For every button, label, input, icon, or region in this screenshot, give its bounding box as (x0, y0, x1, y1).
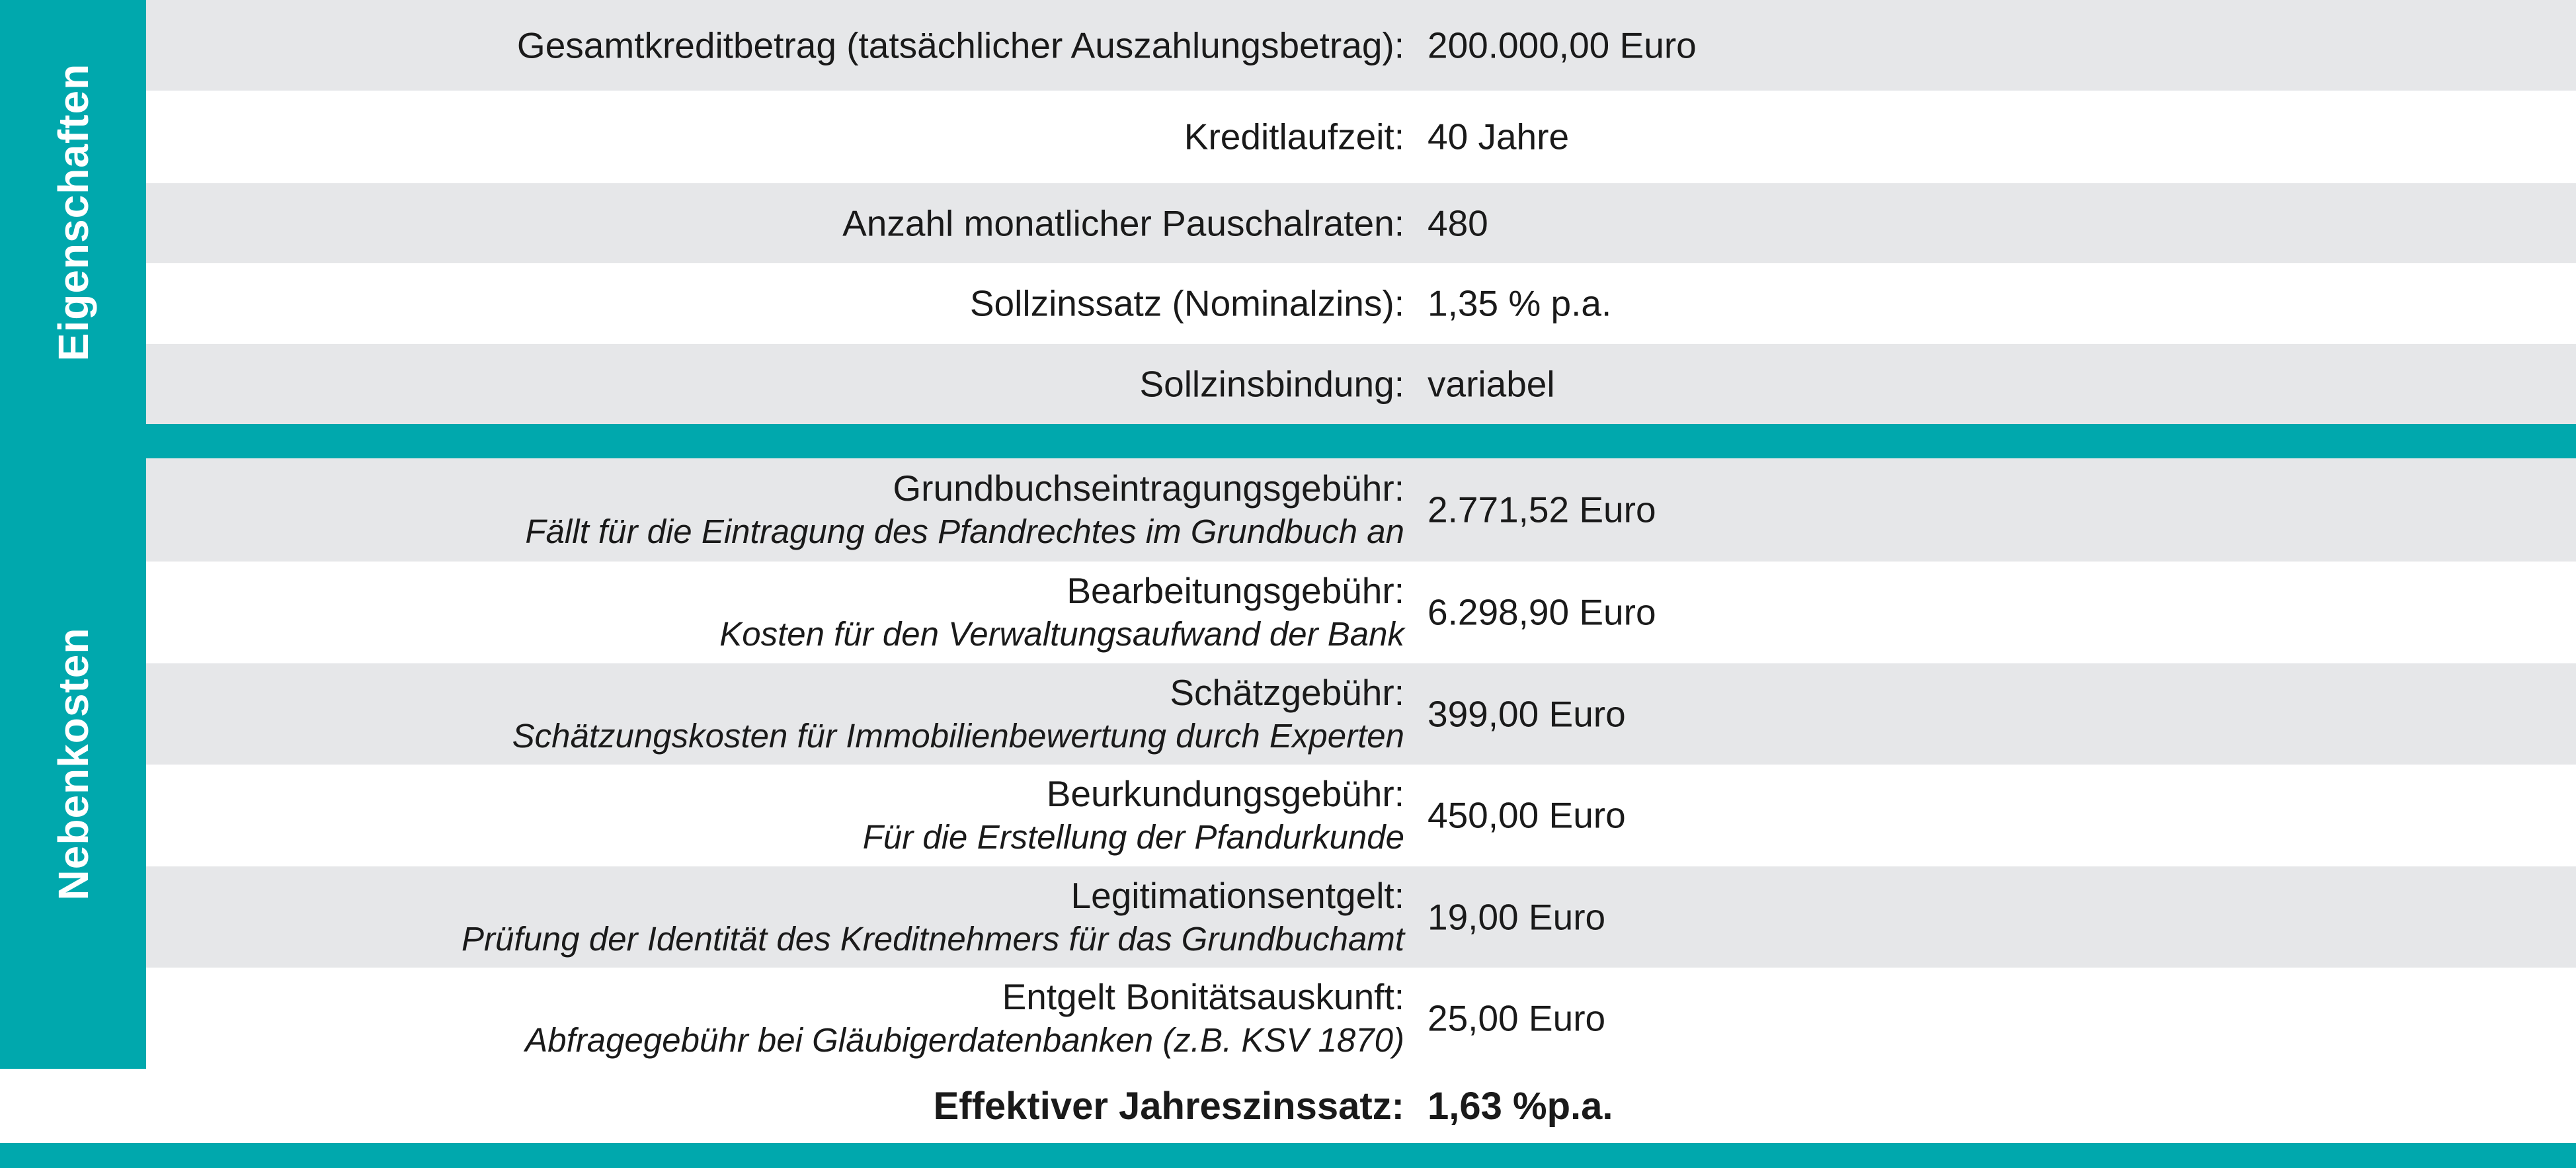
table-row (146, 765, 2576, 866)
row-value: 450,00 Euro (1428, 794, 1626, 836)
row-value: 19,00 Euro (1428, 896, 1606, 937)
effective-rate-row (0, 1070, 2576, 1143)
nebenkosten-side-panel (0, 458, 146, 1069)
eigenschaften-section (0, 0, 2576, 424)
row-label (863, 772, 1404, 859)
nebenkosten-section (0, 458, 2576, 1069)
eigenschaften-rows (146, 0, 2576, 424)
row-title: Grundbuchseintragungsgebühr: (893, 468, 1404, 509)
footer-bar (0, 1143, 2576, 1168)
row-value: 2.771,52 Euro (1428, 489, 1656, 530)
row-title: Schätzgebühr: (1170, 671, 1404, 713)
row-label: Sollzinsbindung: (1139, 363, 1404, 404)
row-note: Abfragegebühr bei Gläubigerdatenbanken (z.B. KSV 1870) (525, 1021, 1404, 1059)
row-label (525, 466, 1404, 554)
row-note: Schätzungskosten für Immobilienbewertung durch Experten (512, 716, 1404, 755)
eigenschaften-heading: Eigenschaften (49, 63, 97, 361)
row-value: 399,00 Euro (1428, 693, 1626, 734)
effective-rate-label: Effektiver Jahreszinssatz: (933, 1085, 1404, 1128)
table-row (146, 183, 2576, 263)
row-title: Bearbeitungsgebühr: (1067, 570, 1404, 611)
row-label: Gesamtkreditbetrag (tatsächlicher Auszahlungsbetrag): (516, 24, 1404, 65)
row-note: Für die Erstellung der Pfandurkunde (862, 818, 1404, 856)
table-row (146, 866, 2576, 968)
row-label (512, 671, 1404, 758)
table-row (146, 0, 2576, 91)
table-row (146, 968, 2576, 1069)
row-label (525, 975, 1404, 1062)
table-row (146, 562, 2576, 663)
table-row (146, 663, 2576, 765)
row-value: 200.000,00 Euro (1428, 24, 1697, 65)
table-row (146, 344, 2576, 424)
row-label: Sollzinssatz (Nominalzins): (969, 282, 1404, 324)
row-value: variabel (1428, 363, 1555, 404)
table-row (146, 91, 2576, 183)
row-label: Kreditlaufzeit: (1184, 116, 1404, 157)
nebenkosten-rows (146, 458, 2576, 1069)
row-title: Beurkundungsgebühr: (1046, 773, 1404, 814)
row-value: 25,00 Euro (1428, 997, 1606, 1038)
row-value: 1,35 % p.a. (1428, 282, 1612, 324)
row-note: Kosten für den Verwaltungsaufwand der Bank (719, 615, 1404, 653)
effective-rate-value: 1,63 %p.a. (1428, 1085, 1613, 1128)
row-value: 40 Jahre (1428, 116, 1570, 157)
table-row (146, 458, 2576, 562)
table-row (146, 263, 2576, 344)
row-value: 480 (1428, 202, 1488, 243)
row-title: Entgelt Bonitätsauskunft: (1002, 976, 1404, 1017)
row-label: Anzahl monatlicher Pauschalraten: (842, 202, 1404, 243)
nebenkosten-heading: Nebenkosten (49, 627, 97, 900)
row-note: Prüfung der Identität des Kreditnehmers für das Grundbuchamt (462, 919, 1404, 958)
row-label (719, 569, 1404, 656)
row-note: Fällt für die Eintragung des Pfandrechtes im Grundbuch an (525, 513, 1404, 550)
section-divider (0, 424, 2576, 458)
row-value: 6.298,90 Euro (1428, 591, 1656, 633)
row-label (462, 874, 1404, 961)
row-title: Legitimationsentgelt: (1070, 874, 1404, 916)
eigenschaften-side-panel (0, 0, 146, 424)
